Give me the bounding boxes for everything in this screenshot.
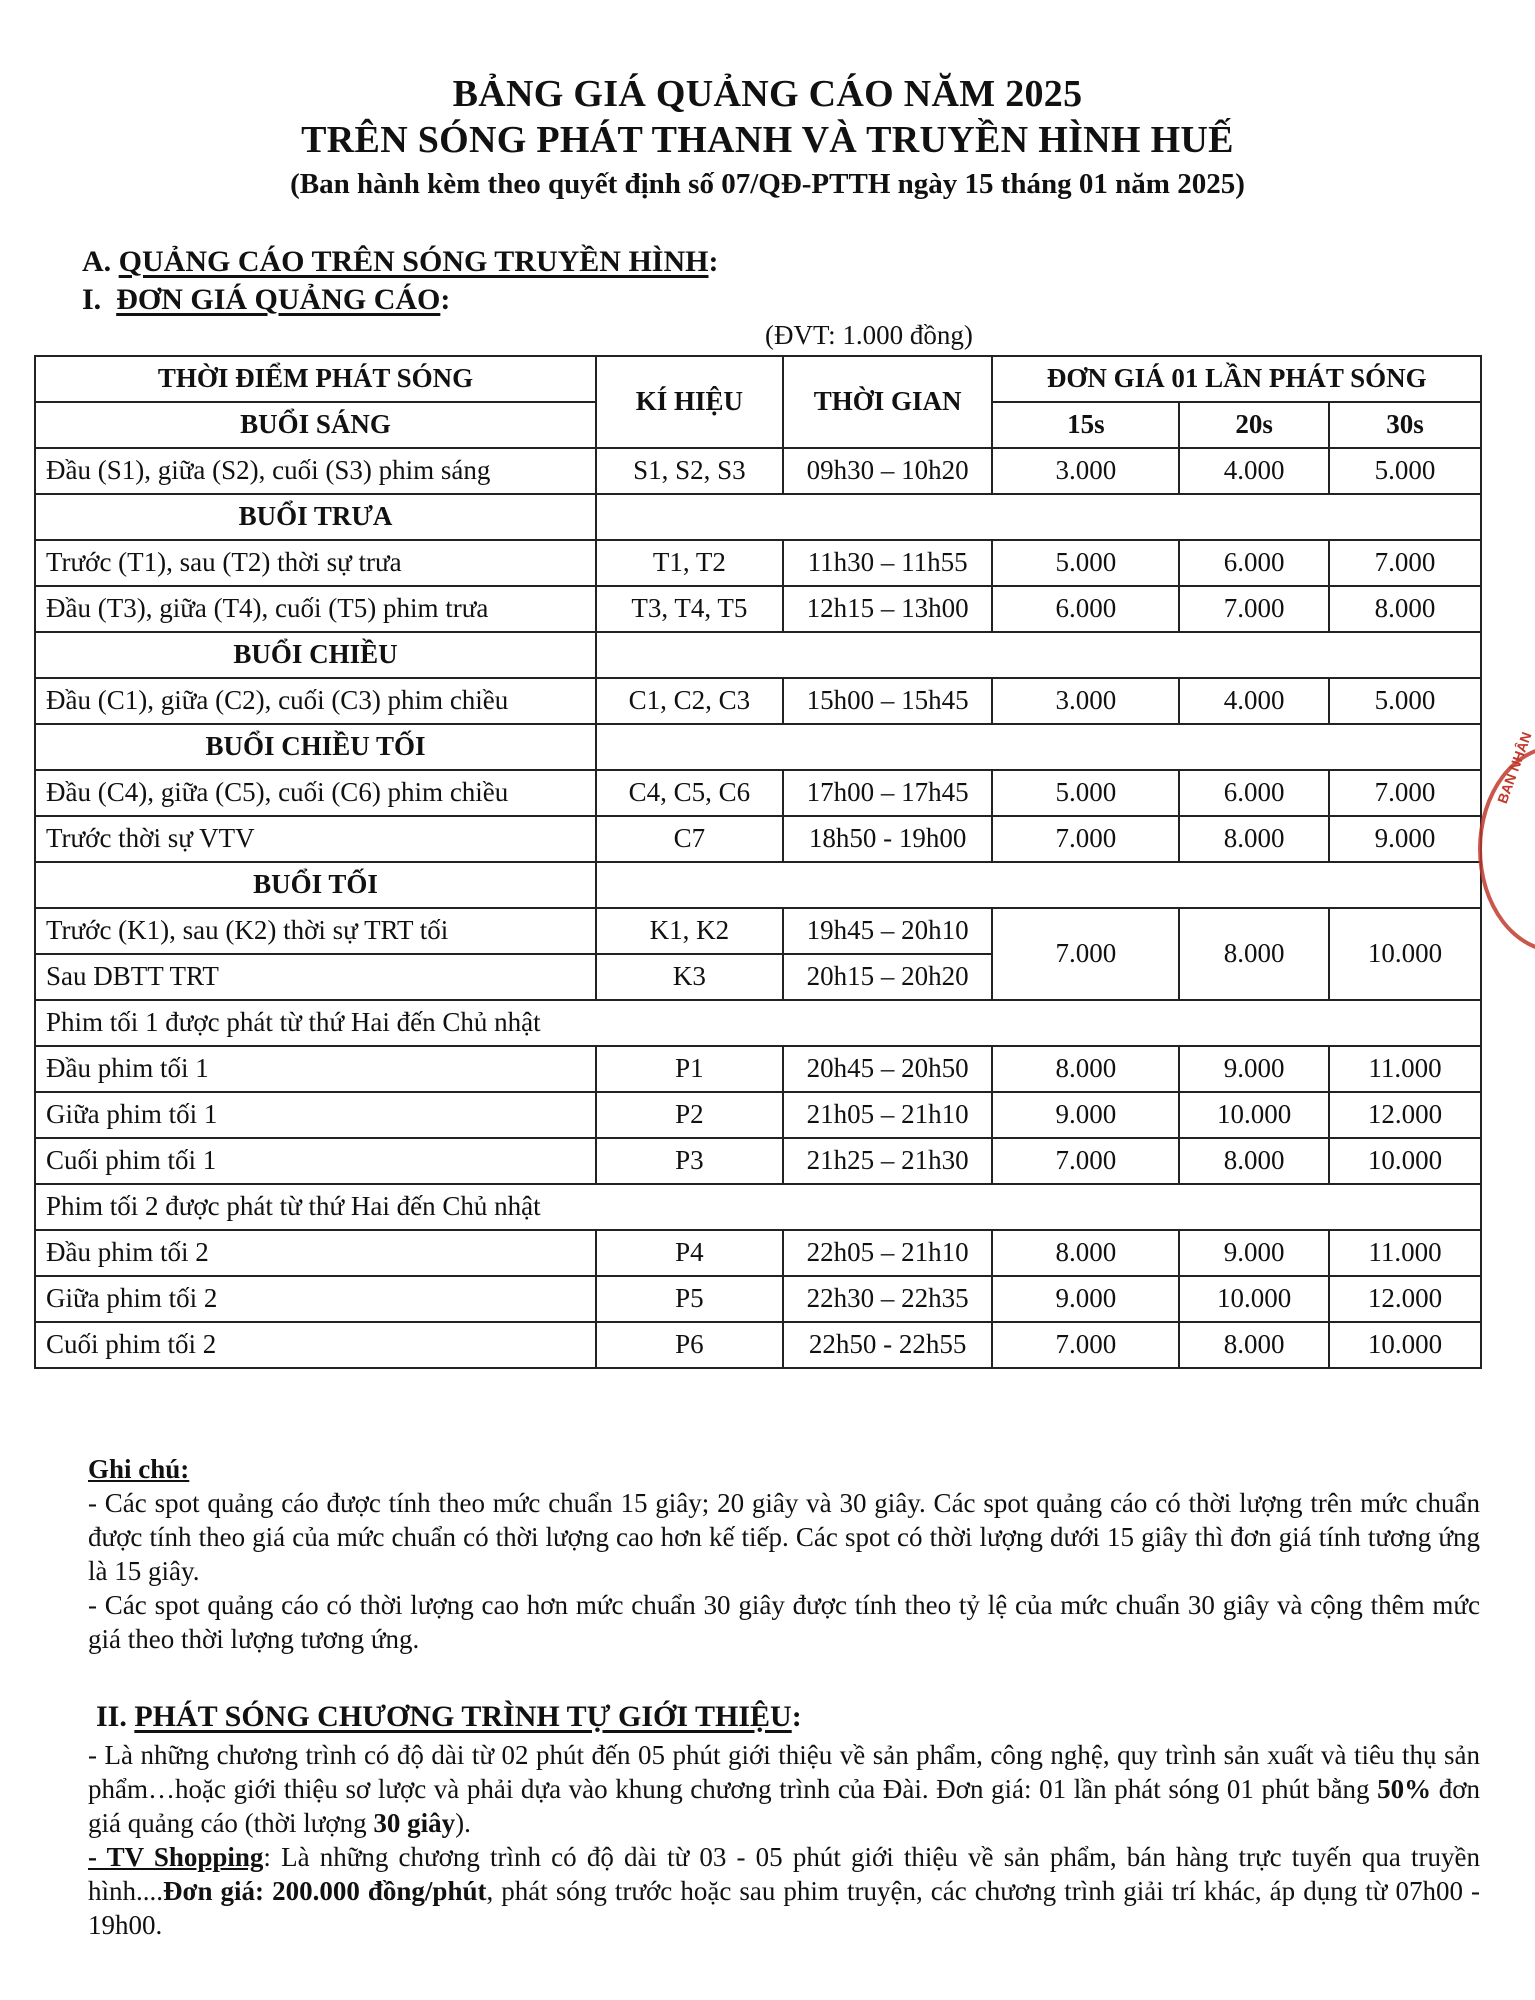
row-name: Trước (K1), sau (K2) thời sự TRT tối: [35, 908, 596, 954]
row-price-30s: 12.000: [1329, 1276, 1481, 1322]
p1-percent: 50%: [1377, 1774, 1432, 1804]
section-a-heading: [82, 245, 718, 279]
row-price-30s: 10.000: [1329, 1138, 1481, 1184]
row-name: Đầu (S1), giữa (S2), cuối (S3) phim sáng: [35, 448, 596, 494]
row-name: Đầu (C1), giữa (C2), cuối (C3) phim chiều: [35, 678, 596, 724]
row-price-30s: 10.000: [1329, 1322, 1481, 1368]
row-time: 21h25 – 21h30: [783, 1138, 993, 1184]
stamp-lettering: BAN NHÂN: [1494, 729, 1535, 806]
row-price-15s: 8.000: [992, 1046, 1179, 1092]
row-price-15s: 7.000: [992, 816, 1179, 862]
section-ii-prefix: II.: [96, 1700, 127, 1733]
row-time: 18h50 - 19h00: [783, 816, 993, 862]
section-ii-paragraph-2: [88, 1840, 1480, 1942]
table-row: [35, 586, 1481, 632]
row-price-20s: 10.000: [1179, 1092, 1329, 1138]
row-price-30s: 5.000: [1329, 678, 1481, 724]
doc-subtitle: (Ban hành kèm theo quyết định số 07/QĐ-PTTH ngày 15 tháng 01 năm 2025): [290, 168, 1245, 200]
row-name: Giữa phim tối 1: [35, 1092, 596, 1138]
p2-price: Đơn giá: 200.000 đồng/phút: [163, 1876, 487, 1906]
row-time: 22h05 – 21h10: [783, 1230, 993, 1276]
section-ii-title: PHÁT SÓNG CHƯƠNG TRÌNH TỰ GIỚI THIỆU: [134, 1700, 792, 1733]
row-time: 20h15 – 20h20: [783, 954, 993, 1000]
table-row: [35, 540, 1481, 586]
row-time: 11h30 – 11h55: [783, 540, 993, 586]
group-row: [35, 494, 1481, 540]
row-code: K3: [596, 954, 783, 1000]
section-i-title: ĐƠN GIÁ QUẢNG CÁO: [116, 283, 441, 316]
tv-shopping-label: - TV Shopping: [88, 1842, 264, 1872]
group-row-filler: [596, 632, 1481, 678]
film1-title: Phim tối 1 được phát từ thứ Hai đến Chủ nhật: [35, 1000, 1481, 1046]
price-table: [34, 355, 1482, 1369]
row-price-20s: 8.000: [1179, 1322, 1329, 1368]
group-evening: BUỔI TỐI: [35, 862, 596, 908]
row-name: Giữa phim tối 2: [35, 1276, 596, 1322]
section-ii-heading: [96, 1700, 802, 1734]
subsection-row: [35, 1184, 1481, 1230]
row-price-20s: 9.000: [1179, 1230, 1329, 1276]
table-row: [35, 1230, 1481, 1276]
row-price-15s: 8.000: [992, 1230, 1179, 1276]
table-row: [35, 678, 1481, 724]
row-price-30s: 7.000: [1329, 540, 1481, 586]
row-code: C7: [596, 816, 783, 862]
notes-heading: Ghi chú:: [88, 1454, 190, 1484]
p1-text: - Là những chương trình có độ dài từ 02 phút đến 05 phút giới thiệu về sản phẩm, công nghệ, quy trình sản xuất và tiêu thụ sản phẩm…hoặc giới thiệu sơ lược và phải dựa vào khung chương trình của Đài. Đơn giá: 01 lần phát sóng 01 phút bằng: [88, 1740, 1480, 1804]
row-code: P3: [596, 1138, 783, 1184]
row-name: Trước thời sự VTV: [35, 816, 596, 862]
row-code: P5: [596, 1276, 783, 1322]
p2-text-2: , phát sóng trước hoặc sau phim truyện, các chương trình giải trí khác, áp dụng từ 07h00 - 19h00.: [88, 1876, 1480, 1940]
group-row-filler: [596, 494, 1481, 540]
row-price-20s: 6.000: [1179, 540, 1329, 586]
table-row: [35, 816, 1481, 862]
header-time: THỜI GIAN: [783, 356, 993, 448]
group-row-filler: [596, 724, 1481, 770]
section-ii-suffix: :: [791, 1700, 802, 1733]
row-time: 22h50 - 22h55: [783, 1322, 993, 1368]
header-time-slot: THỜI ĐIỂM PHÁT SÓNG: [35, 356, 596, 402]
row-name: Cuối phim tối 1: [35, 1138, 596, 1184]
film2-title: Phim tối 2 được phát từ thứ Hai đến Chủ nhật: [35, 1184, 1481, 1230]
note-item-1: - Các spot quảng cáo được tính theo mức chuẩn 15 giây; 20 giây và 30 giây. Các spot quảng cáo có thời lượng trên mức chuẩn được tính theo giá của mức chuẩn có thời lượng cao hơn kế tiếp. Các spot có thời lượng dưới 15 giây thì đơn giá tính tương ứng là 15 giây.: [88, 1488, 1480, 1586]
row-price-30s: 9.000: [1329, 816, 1481, 862]
row-code: P1: [596, 1046, 783, 1092]
group-morning: BUỔI SÁNG: [35, 402, 596, 448]
section-i-suffix: :: [440, 283, 451, 316]
row-name: Đầu phim tối 2: [35, 1230, 596, 1276]
row-price-20s: 9.000: [1179, 1046, 1329, 1092]
header-symbol: KÍ HIỆU: [596, 356, 783, 448]
unit-label: (ĐVT: 1.000 đồng): [765, 320, 973, 350]
row-name: Trước (T1), sau (T2) thời sự trưa: [35, 540, 596, 586]
group-afternoon: BUỔI CHIỀU: [35, 632, 596, 678]
row-price-20s: 8.000: [1179, 816, 1329, 862]
row-code: K1, K2: [596, 908, 783, 954]
section-a-title: QUẢNG CÁO TRÊN SÓNG TRUYỀN HÌNH: [118, 245, 709, 278]
section-a-prefix: A.: [82, 245, 112, 278]
header-20s: 20s: [1179, 402, 1329, 448]
row-time: 22h30 – 22h35: [783, 1276, 993, 1322]
row-time: 09h30 – 10h20: [783, 448, 993, 494]
table-row: [35, 770, 1481, 816]
notes-block: [88, 1452, 1480, 1656]
table-header-row: [35, 356, 1481, 402]
row-price-20s: 8.000: [1179, 1138, 1329, 1184]
row-time: 21h05 – 21h10: [783, 1092, 993, 1138]
group-row: [35, 632, 1481, 678]
row-price-15s: 3.000: [992, 448, 1179, 494]
row-code: P2: [596, 1092, 783, 1138]
table-row: [35, 1322, 1481, 1368]
doc-title-line1: BẢNG GIÁ QUẢNG CÁO NĂM 2025: [452, 73, 1083, 115]
table-row: [35, 1092, 1481, 1138]
row-code: S1, S2, S3: [596, 448, 783, 494]
group-late-afternoon: BUỔI CHIỀU TỐI: [35, 724, 596, 770]
doc-title-line2: TRÊN SÓNG PHÁT THANH VÀ TRUYỀN HÌNH HUẾ: [301, 119, 1234, 161]
row-price-15s: 7.000: [992, 1138, 1179, 1184]
section-a-suffix: :: [708, 245, 719, 278]
row-price-15s: 6.000: [992, 586, 1179, 632]
row-price-20s: 10.000: [1179, 1276, 1329, 1322]
section-i-heading: [82, 283, 450, 317]
row-name: Đầu phim tối 1: [35, 1046, 596, 1092]
group-noon: BUỔI TRƯA: [35, 494, 596, 540]
row-price-30s: 11.000: [1329, 1230, 1481, 1276]
p1-text-3: ).: [455, 1808, 471, 1838]
section-ii-body: [88, 1738, 1480, 1942]
row-time: 20h45 – 20h50: [783, 1046, 993, 1092]
p1-duration: 30 giây: [373, 1808, 456, 1838]
section-ii-paragraph-1: [88, 1738, 1480, 1840]
header-30s: 30s: [1329, 402, 1481, 448]
row-price-15s: 9.000: [992, 1092, 1179, 1138]
row-price-15s: 5.000: [992, 540, 1179, 586]
row-price-20s: 4.000: [1179, 678, 1329, 724]
table-row: [35, 448, 1481, 494]
table-row: [35, 908, 1481, 954]
row-price-20s: 6.000: [1179, 770, 1329, 816]
row-price-15s: 3.000: [992, 678, 1179, 724]
row-price-30s: 7.000: [1329, 770, 1481, 816]
row-name: Đầu (T3), giữa (T4), cuối (T5) phim trưa: [35, 586, 596, 632]
header-price: ĐƠN GIÁ 01 LẦN PHÁT SÓNG: [992, 356, 1481, 402]
table-row: [35, 1046, 1481, 1092]
header-15s: 15s: [992, 402, 1179, 448]
row-price-20s: 4.000: [1179, 448, 1329, 494]
row-code: P4: [596, 1230, 783, 1276]
group-row: [35, 862, 1481, 908]
row-price-20s: 7.000: [1179, 586, 1329, 632]
table-row: [35, 1276, 1481, 1322]
row-name: Sau DBTT TRT: [35, 954, 596, 1000]
row-price-30s: 5.000: [1329, 448, 1481, 494]
row-code: P6: [596, 1322, 783, 1368]
row-price-20s: 8.000: [1179, 908, 1329, 1000]
row-code: T1, T2: [596, 540, 783, 586]
row-price-30s: 8.000: [1329, 586, 1481, 632]
row-time: 17h00 – 17h45: [783, 770, 993, 816]
group-row: [35, 724, 1481, 770]
row-price-30s: 10.000: [1329, 908, 1481, 1000]
row-code: C1, C2, C3: [596, 678, 783, 724]
row-time: 12h15 – 13h00: [783, 586, 993, 632]
row-name: Đầu (C4), giữa (C5), cuối (C6) phim chiều: [35, 770, 596, 816]
group-row-filler: [596, 862, 1481, 908]
section-i-prefix: I.: [82, 283, 102, 316]
p1-text-2: đơn giá quảng cáo (thời lượng: [88, 1774, 1480, 1838]
row-price-30s: 11.000: [1329, 1046, 1481, 1092]
row-code: T3, T4, T5: [596, 586, 783, 632]
row-price-30s: 12.000: [1329, 1092, 1481, 1138]
row-code: C4, C5, C6: [596, 770, 783, 816]
p2-text: : Là những chương trình có độ dài từ 03 - 05 phút giới thiệu về sản phẩm, bán hàng trực tuyến qua truyền hình....: [88, 1842, 1481, 1906]
note-item-2: - Các spot quảng cáo có thời lượng cao hơn mức chuẩn 30 giây được tính theo tỷ lệ của mức chuẩn 30 giây và cộng thêm mức giá theo thời lượng tương ứng.: [88, 1590, 1480, 1654]
row-price-15s: 7.000: [992, 1322, 1179, 1368]
row-price-15s: 5.000: [992, 770, 1179, 816]
row-time: 15h00 – 15h45: [783, 678, 993, 724]
row-price-15s: 7.000: [992, 908, 1179, 1000]
subsection-row: [35, 1000, 1481, 1046]
table-row: [35, 1138, 1481, 1184]
row-price-15s: 9.000: [992, 1276, 1179, 1322]
row-time: 19h45 – 20h10: [783, 908, 993, 954]
row-name: Cuối phim tối 2: [35, 1322, 596, 1368]
